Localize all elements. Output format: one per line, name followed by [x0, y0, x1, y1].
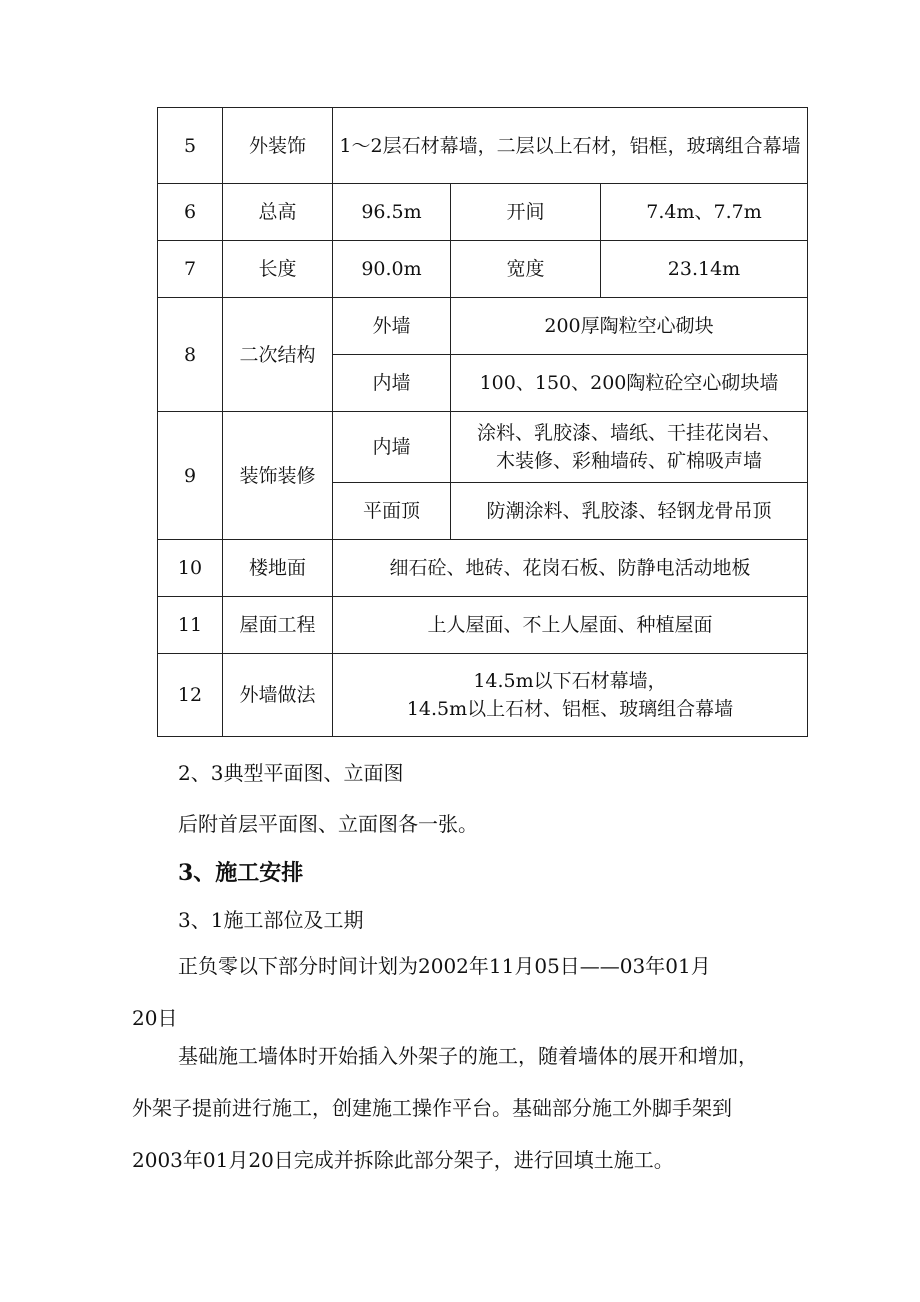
paragraph-line: 正负零以下部分时间计划为2002年11月05日——03年01月: [178, 954, 711, 978]
row-item: 楼地面: [223, 540, 333, 597]
row-label2: 宽度: [451, 241, 601, 298]
paragraph-line: 20日: [132, 1006, 178, 1030]
sub-value: 200厚陶粒空心砌块: [451, 298, 808, 355]
row-number: 11: [158, 597, 223, 654]
row-value: 90.0m: [333, 241, 451, 298]
row-value2: 23.14m: [601, 241, 808, 298]
row-item: 总高: [223, 184, 333, 241]
sub-value: 防潮涂料、乳胶漆、轻钢龙骨吊顶: [451, 483, 808, 540]
row-item: 屋面工程: [223, 597, 333, 654]
section-3-1-subheading: 3、1施工部位及工期: [178, 908, 364, 932]
paragraph-line: 2003年01月20日完成并拆除此部分架子，进行回填土施工。: [132, 1148, 674, 1172]
row-label2: 开间: [451, 184, 601, 241]
row-value: 细石砼、地砖、花岗石板、防静电活动地板: [333, 540, 808, 597]
paragraph-line: 基础施工墙体时开始插入外架子的施工，随着墙体的展开和增加，: [178, 1044, 758, 1068]
row-item: 二次结构: [223, 298, 333, 412]
table-row: [158, 654, 808, 737]
sub-label: 内墙: [333, 412, 451, 483]
paragraph-line: 外架子提前进行施工，创建施工操作平台。基础部分施工外脚手架到: [132, 1096, 732, 1120]
row-value: 上人屋面、不上人屋面、种植屋面: [333, 597, 808, 654]
row-item: 长度: [223, 241, 333, 298]
sub-label: 内墙: [333, 355, 451, 412]
sub-value: 100、150、200陶粒砼空心砌块墙: [451, 355, 808, 412]
row-value2: 7.4m、7.7m: [601, 184, 808, 241]
spec-table: [157, 107, 808, 737]
table-row: [158, 241, 808, 298]
row-value: 1～2层石材幕墙，二层以上石材，铝框，玻璃组合幕墙: [333, 108, 808, 184]
row-number: 5: [158, 108, 223, 184]
row-number: 6: [158, 184, 223, 241]
sub-value-line: 木装修、彩釉墙砖、矿棉吸声墙: [495, 450, 762, 472]
sub-value-line: 涂料、乳胶漆、墙纸、干挂花岗岩、: [476, 422, 781, 444]
row-item: 装饰装修: [223, 412, 333, 540]
table-row: [158, 412, 808, 483]
table-row: [158, 540, 808, 597]
row-value: [333, 654, 808, 737]
row-value-line: 14.5m以下石材幕墙，: [473, 670, 667, 692]
table-row: [158, 298, 808, 355]
table-row: [158, 184, 808, 241]
row-number: 7: [158, 241, 223, 298]
table-row: [158, 597, 808, 654]
section-3-heading: 3、施工安排: [178, 860, 304, 886]
row-value-line: 14.5m以上石材、铝框、玻璃组合幕墙: [406, 698, 734, 720]
schedule-paragraph: [132, 940, 832, 1044]
row-number: 12: [158, 654, 223, 737]
table-row: [158, 108, 808, 184]
sub-label: 平面顶: [333, 483, 451, 540]
section-2-3-text: 后附首层平面图、立面图各一张。: [178, 812, 478, 836]
row-number: 10: [158, 540, 223, 597]
row-item: 外装饰: [223, 108, 333, 184]
row-number: 9: [158, 412, 223, 540]
sub-label: 外墙: [333, 298, 451, 355]
section-2-3-title: 2、3典型平面图、立面图: [178, 761, 404, 785]
row-number: 8: [158, 298, 223, 412]
row-item: 外墙做法: [223, 654, 333, 737]
sub-value: [451, 412, 808, 483]
scaffold-paragraph: [132, 1030, 832, 1186]
row-value: 96.5m: [333, 184, 451, 241]
